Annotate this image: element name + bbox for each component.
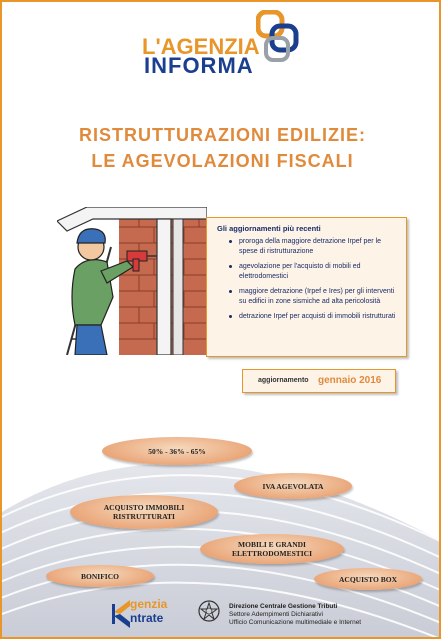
logo-text-line1: L'AGENZIA	[142, 34, 260, 59]
update-item: detrazione Irpef per acquisti di immobili ristrutturati	[229, 312, 398, 322]
topic-iva: IVA AGEVOLATA	[234, 473, 352, 499]
update-item: proroga della maggiore detrazione Irpef per le spese di ristrutturazione	[229, 237, 398, 256]
office-line2: Settore Adempimenti Dichiarativi	[229, 611, 323, 618]
topic-acquisto-box: ACQUISTO BOX	[314, 568, 422, 590]
update-date-value: gennaio 2016	[318, 375, 382, 386]
interlocked-rings-icon	[256, 10, 302, 62]
office-line1: Direzione Centrale Gestione Tributi	[229, 603, 338, 610]
updates-box	[206, 217, 407, 357]
agenzia-entrate-mark-icon	[110, 596, 132, 632]
agency-line1: genzia	[130, 597, 168, 611]
topic-percent: 50% - 36% - 65%	[102, 437, 252, 465]
agenzia-entrate-logo	[110, 594, 200, 634]
topic-bonifico: BONIFICO	[46, 565, 154, 587]
office-info	[229, 603, 361, 627]
update-date-box	[242, 369, 396, 393]
agency-line2: ntrate	[130, 611, 164, 625]
updates-list	[217, 237, 398, 322]
decorative-arcs	[2, 392, 441, 639]
agenzia-informa-logo	[142, 10, 312, 80]
office-line3: Ufficio Comunicazione multimediale e Internet	[229, 619, 362, 626]
update-item: maggiore detrazione (Irpef e Ires) per gli interventi su edifici in zone sismiche ad alta pericolosità	[229, 287, 398, 306]
italian-republic-emblem-icon	[197, 599, 221, 623]
logo-text-line2: INFORMA	[144, 53, 254, 78]
document-title	[2, 122, 441, 174]
update-item: agevolazione per l'acquisto di mobili ed elettrodomestici	[229, 262, 398, 281]
topic-mobili: MOBILI E GRANDI ELETTRODOMESTICI	[200, 534, 344, 564]
topic-acquisto-immobili: ACQUISTO IMMOBILI RISTRUTTURATI	[70, 495, 218, 529]
title-line1: RISTRUTTURAZIONI EDILIZIE:	[79, 125, 366, 145]
worker-drilling-illustration	[57, 207, 207, 355]
updates-heading: Gli aggiornamenti più recenti	[217, 224, 321, 233]
title-line2: LE AGEVOLAZIONI FISCALI	[91, 151, 354, 171]
update-date-label: aggiornamento	[258, 377, 309, 384]
